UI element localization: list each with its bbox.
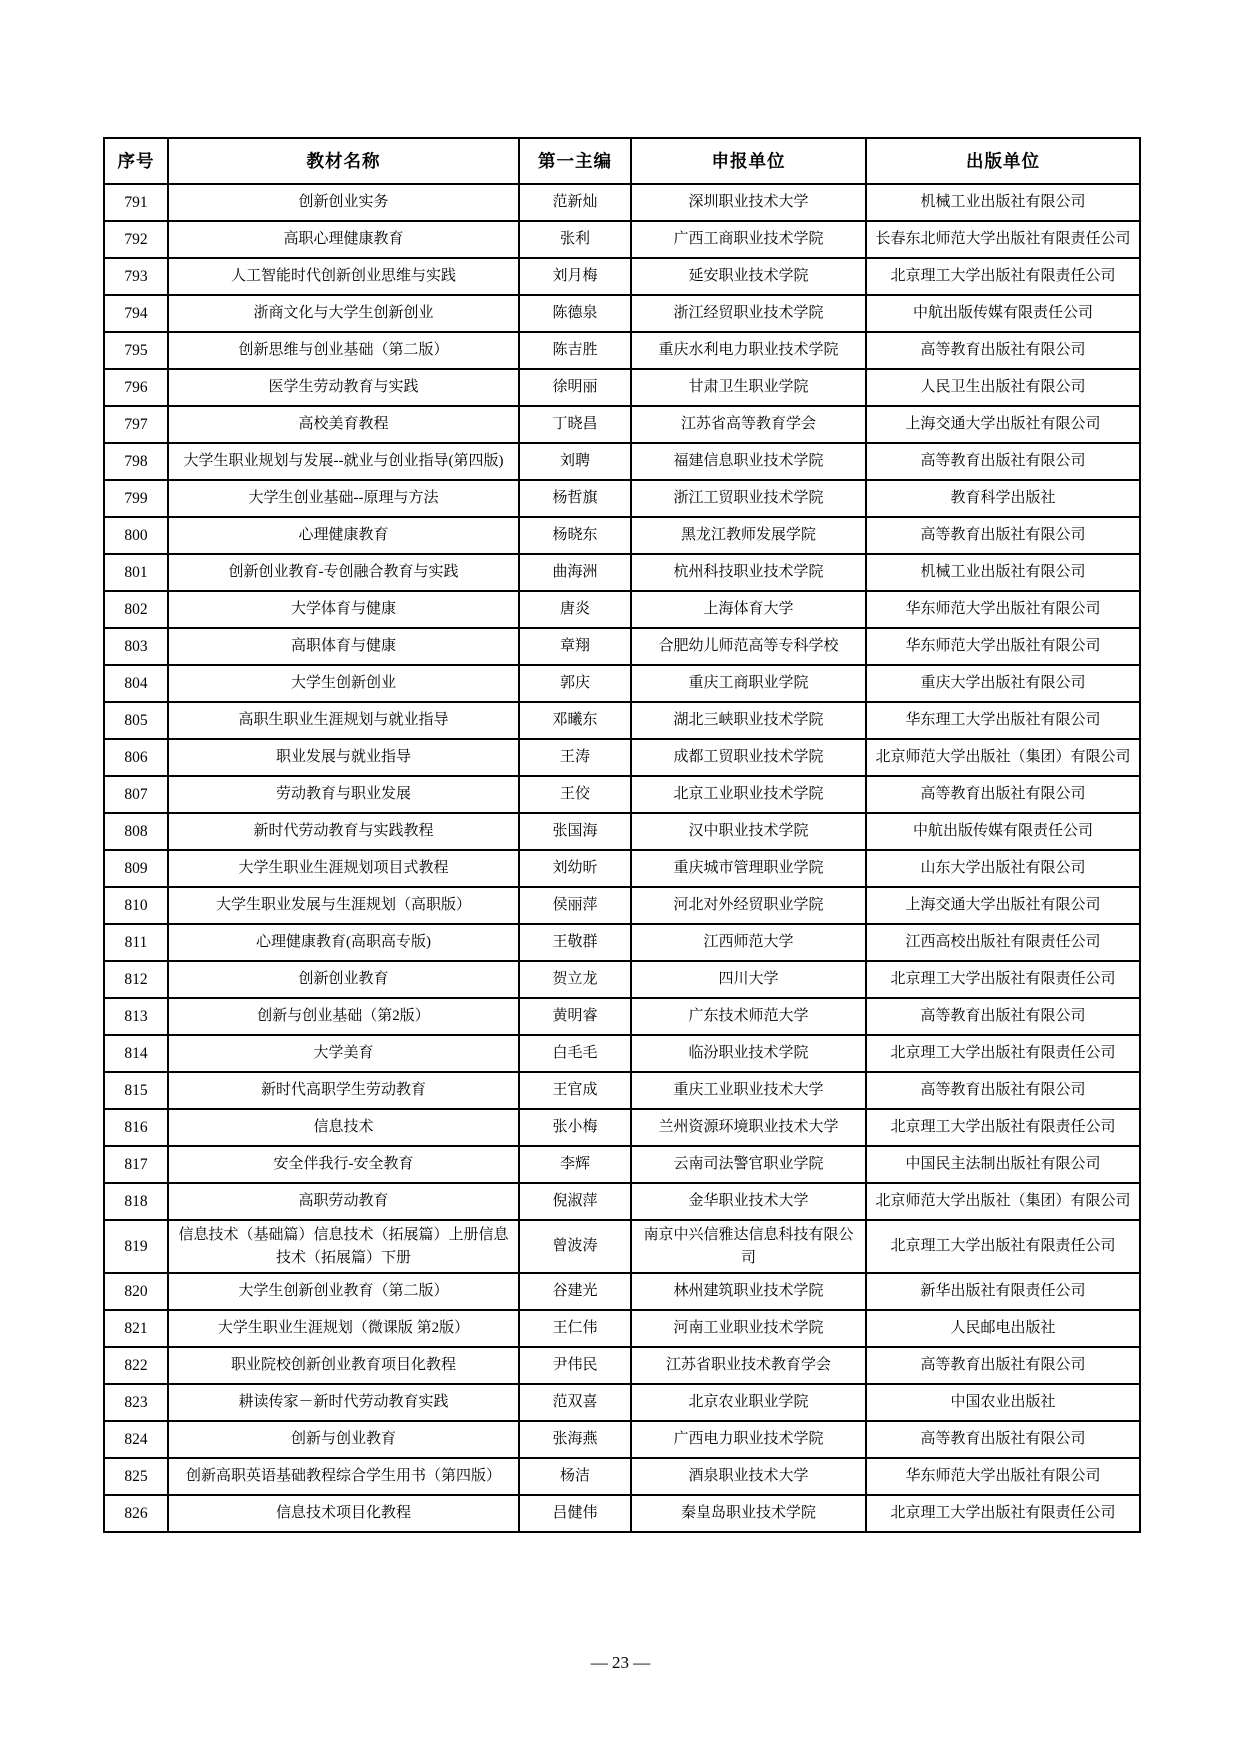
cell-editor: 王涛 (519, 739, 631, 776)
cell-no: 791 (104, 184, 168, 221)
column-header-publisher: 出版单位 (866, 138, 1140, 184)
cell-no: 819 (104, 1220, 168, 1273)
table-row (104, 1035, 1140, 1072)
table-row (104, 1183, 1140, 1220)
cell-title: 信息技术 (168, 1109, 519, 1146)
cell-editor: 侯丽萍 (519, 887, 631, 924)
cell-no: 807 (104, 776, 168, 813)
cell-title: 大学生创新创业教育（第二版） (168, 1273, 519, 1310)
cell-editor: 王仁伟 (519, 1310, 631, 1347)
cell-editor: 李辉 (519, 1146, 631, 1183)
table-row (104, 1273, 1140, 1310)
cell-org: 北京农业职业学院 (631, 1384, 866, 1421)
cell-org: 酒泉职业技术大学 (631, 1458, 866, 1495)
cell-editor: 张国海 (519, 813, 631, 850)
cell-editor: 曲海洲 (519, 554, 631, 591)
cell-publisher: 上海交通大学出版社有限公司 (866, 887, 1140, 924)
cell-editor: 刘幼昕 (519, 850, 631, 887)
cell-editor: 唐炎 (519, 591, 631, 628)
cell-org: 广东技术师范大学 (631, 998, 866, 1035)
cell-title: 大学生职业生涯规划项目式教程 (168, 850, 519, 887)
cell-no: 796 (104, 369, 168, 406)
table-row (104, 1458, 1140, 1495)
cell-no: 818 (104, 1183, 168, 1220)
cell-org: 南京中兴信雅达信息科技有限公司 (631, 1220, 866, 1273)
page-number: — 23 — (590, 1653, 651, 1672)
cell-editor: 吕健伟 (519, 1495, 631, 1532)
cell-no: 801 (104, 554, 168, 591)
cell-title: 新时代高职学生劳动教育 (168, 1072, 519, 1109)
table-row (104, 1146, 1140, 1183)
table-row (104, 332, 1140, 369)
cell-publisher: 中国农业出版社 (866, 1384, 1140, 1421)
table-row (104, 1310, 1140, 1347)
cell-editor: 范新灿 (519, 184, 631, 221)
cell-title: 创新与创业教育 (168, 1421, 519, 1458)
cell-publisher: 高等教育出版社有限公司 (866, 1347, 1140, 1384)
cell-editor: 丁晓昌 (519, 406, 631, 443)
cell-publisher: 上海交通大学出版社有限公司 (866, 406, 1140, 443)
cell-title: 浙商文化与大学生创新创业 (168, 295, 519, 332)
cell-org: 重庆水利电力职业技术学院 (631, 332, 866, 369)
cell-editor: 白毛毛 (519, 1035, 631, 1072)
cell-publisher: 北京理工大学出版社有限责任公司 (866, 1220, 1140, 1273)
cell-no: 814 (104, 1035, 168, 1072)
table-row (104, 480, 1140, 517)
column-header-editor: 第一主编 (519, 138, 631, 184)
cell-org: 浙江工贸职业技术学院 (631, 480, 866, 517)
cell-editor: 尹伟民 (519, 1347, 631, 1384)
cell-no: 821 (104, 1310, 168, 1347)
cell-no: 822 (104, 1347, 168, 1384)
table-row (104, 628, 1140, 665)
cell-no: 792 (104, 221, 168, 258)
table-row (104, 776, 1140, 813)
cell-no: 825 (104, 1458, 168, 1495)
cell-publisher: 高等教育出版社有限公司 (866, 1421, 1140, 1458)
cell-title: 信息技术项目化教程 (168, 1495, 519, 1532)
table-row (104, 1347, 1140, 1384)
cell-title: 创新高职英语基础教程综合学生用书（第四版） (168, 1458, 519, 1495)
cell-publisher: 华东师范大学出版社有限公司 (866, 591, 1140, 628)
cell-publisher: 中航出版传媒有限责任公司 (866, 813, 1140, 850)
cell-org: 甘肃卫生职业学院 (631, 369, 866, 406)
cell-editor: 徐明丽 (519, 369, 631, 406)
cell-org: 云南司法警官职业学院 (631, 1146, 866, 1183)
cell-title: 创新创业教育-专创融合教育与实践 (168, 554, 519, 591)
cell-editor: 王官成 (519, 1072, 631, 1109)
cell-title: 高职生职业生涯规划与就业指导 (168, 702, 519, 739)
cell-publisher: 机械工业出版社有限公司 (866, 554, 1140, 591)
cell-org: 林州建筑职业技术学院 (631, 1273, 866, 1310)
cell-editor: 陈德泉 (519, 295, 631, 332)
cell-publisher: 高等教育出版社有限公司 (866, 1072, 1140, 1109)
cell-title: 大学生创新创业 (168, 665, 519, 702)
cell-no: 799 (104, 480, 168, 517)
cell-editor: 杨洁 (519, 1458, 631, 1495)
cell-title: 安全伴我行-安全教育 (168, 1146, 519, 1183)
cell-publisher: 教育科学出版社 (866, 480, 1140, 517)
cell-no: 824 (104, 1421, 168, 1458)
cell-no: 805 (104, 702, 168, 739)
cell-no: 810 (104, 887, 168, 924)
cell-publisher: 华东师范大学出版社有限公司 (866, 628, 1140, 665)
cell-org: 杭州科技职业技术学院 (631, 554, 866, 591)
cell-no: 803 (104, 628, 168, 665)
cell-title: 医学生劳动教育与实践 (168, 369, 519, 406)
cell-no: 797 (104, 406, 168, 443)
cell-editor: 邓曦东 (519, 702, 631, 739)
table-row (104, 1220, 1140, 1273)
table-row (104, 813, 1140, 850)
cell-title: 高职心理健康教育 (168, 221, 519, 258)
table-row (104, 961, 1140, 998)
cell-publisher: 江西高校出版社有限责任公司 (866, 924, 1140, 961)
cell-title: 创新创业教育 (168, 961, 519, 998)
cell-title: 创新创业实务 (168, 184, 519, 221)
column-header-org: 申报单位 (631, 138, 866, 184)
table-row (104, 443, 1140, 480)
cell-no: 815 (104, 1072, 168, 1109)
cell-editor: 杨哲旗 (519, 480, 631, 517)
cell-org: 湖北三峡职业技术学院 (631, 702, 866, 739)
table-row (104, 924, 1140, 961)
cell-publisher: 新华出版社有限责任公司 (866, 1273, 1140, 1310)
cell-no: 826 (104, 1495, 168, 1532)
cell-org: 重庆工业职业技术大学 (631, 1072, 866, 1109)
cell-title: 职业发展与就业指导 (168, 739, 519, 776)
table-row (104, 1109, 1140, 1146)
cell-org: 成都工贸职业技术学院 (631, 739, 866, 776)
cell-org: 江苏省高等教育学会 (631, 406, 866, 443)
table-row (104, 258, 1140, 295)
cell-title: 大学生职业规划与发展--就业与创业指导(第四版) (168, 443, 519, 480)
cell-title: 大学生职业生涯规划（微课版 第2版） (168, 1310, 519, 1347)
cell-title: 高校美育教程 (168, 406, 519, 443)
table-row (104, 591, 1140, 628)
cell-no: 811 (104, 924, 168, 961)
cell-editor: 张海燕 (519, 1421, 631, 1458)
cell-title: 高职体育与健康 (168, 628, 519, 665)
cell-org: 临汾职业技术学院 (631, 1035, 866, 1072)
cell-org: 秦皇岛职业技术学院 (631, 1495, 866, 1532)
cell-no: 820 (104, 1273, 168, 1310)
table-row (104, 702, 1140, 739)
table-row (104, 517, 1140, 554)
cell-publisher: 人民邮电出版社 (866, 1310, 1140, 1347)
cell-org: 重庆工商职业学院 (631, 665, 866, 702)
cell-org: 江西师范大学 (631, 924, 866, 961)
cell-no: 798 (104, 443, 168, 480)
cell-title: 大学生职业发展与生涯规划（高职版） (168, 887, 519, 924)
cell-no: 813 (104, 998, 168, 1035)
column-header-no: 序号 (104, 138, 168, 184)
table-row (104, 1421, 1140, 1458)
cell-org: 广西电力职业技术学院 (631, 1421, 866, 1458)
table-row (104, 1072, 1140, 1109)
cell-org: 延安职业技术学院 (631, 258, 866, 295)
cell-publisher: 北京理工大学出版社有限责任公司 (866, 961, 1140, 998)
cell-no: 817 (104, 1146, 168, 1183)
cell-publisher: 长春东北师范大学出版社有限责任公司 (866, 221, 1140, 258)
cell-editor: 刘聘 (519, 443, 631, 480)
cell-no: 802 (104, 591, 168, 628)
table-row (104, 887, 1140, 924)
cell-title: 心理健康教育(高职高专版) (168, 924, 519, 961)
cell-no: 808 (104, 813, 168, 850)
cell-org: 江苏省职业技术教育学会 (631, 1347, 866, 1384)
cell-publisher: 北京师范大学出版社（集团）有限公司 (866, 1183, 1140, 1220)
cell-no: 823 (104, 1384, 168, 1421)
cell-org: 深圳职业技术大学 (631, 184, 866, 221)
cell-title: 信息技术（基础篇）信息技术（拓展篇）上册信息技术（拓展篇）下册 (168, 1220, 519, 1273)
cell-publisher: 北京理工大学出版社有限责任公司 (866, 258, 1140, 295)
cell-publisher: 高等教育出版社有限公司 (866, 998, 1140, 1035)
cell-org: 北京工业职业技术学院 (631, 776, 866, 813)
cell-no: 809 (104, 850, 168, 887)
cell-no: 816 (104, 1109, 168, 1146)
cell-editor: 张利 (519, 221, 631, 258)
table-row (104, 665, 1140, 702)
cell-editor: 谷建光 (519, 1273, 631, 1310)
cell-publisher: 北京理工大学出版社有限责任公司 (866, 1035, 1140, 1072)
cell-title: 大学生创业基础--原理与方法 (168, 480, 519, 517)
cell-editor: 张小梅 (519, 1109, 631, 1146)
cell-publisher: 华东理工大学出版社有限公司 (866, 702, 1140, 739)
cell-org: 浙江经贸职业技术学院 (631, 295, 866, 332)
cell-publisher: 重庆大学出版社有限公司 (866, 665, 1140, 702)
cell-org: 上海体育大学 (631, 591, 866, 628)
cell-title: 劳动教育与职业发展 (168, 776, 519, 813)
cell-title: 人工智能时代创新创业思维与实践 (168, 258, 519, 295)
cell-editor: 郭庆 (519, 665, 631, 702)
cell-publisher: 高等教育出版社有限公司 (866, 776, 1140, 813)
cell-editor: 陈吉胜 (519, 332, 631, 369)
cell-no: 806 (104, 739, 168, 776)
cell-editor: 王佼 (519, 776, 631, 813)
cell-publisher: 中国民主法制出版社有限公司 (866, 1146, 1140, 1183)
cell-title: 耕读传家－新时代劳动教育实践 (168, 1384, 519, 1421)
cell-title: 职业院校创新创业教育项目化教程 (168, 1347, 519, 1384)
cell-org: 汉中职业技术学院 (631, 813, 866, 850)
cell-publisher: 高等教育出版社有限公司 (866, 332, 1140, 369)
cell-title: 创新与创业基础（第2版） (168, 998, 519, 1035)
table-row (104, 554, 1140, 591)
table-row (104, 406, 1140, 443)
table-row (104, 221, 1140, 258)
cell-editor: 范双喜 (519, 1384, 631, 1421)
table-row (104, 295, 1140, 332)
table-row (104, 369, 1140, 406)
cell-org: 兰州资源环境职业技术大学 (631, 1109, 866, 1146)
cell-publisher: 北京师范大学出版社（集团）有限公司 (866, 739, 1140, 776)
cell-publisher: 高等教育出版社有限公司 (866, 517, 1140, 554)
cell-no: 804 (104, 665, 168, 702)
cell-org: 黑龙江教师发展学院 (631, 517, 866, 554)
cell-title: 心理健康教育 (168, 517, 519, 554)
table-row (104, 998, 1140, 1035)
cell-title: 创新思维与创业基础（第二版） (168, 332, 519, 369)
cell-org: 福建信息职业技术学院 (631, 443, 866, 480)
cell-editor: 章翔 (519, 628, 631, 665)
cell-publisher: 北京理工大学出版社有限责任公司 (866, 1109, 1140, 1146)
cell-editor: 王敬群 (519, 924, 631, 961)
column-header-title: 教材名称 (168, 138, 519, 184)
cell-publisher: 中航出版传媒有限责任公司 (866, 295, 1140, 332)
cell-editor: 杨晓东 (519, 517, 631, 554)
cell-editor: 刘月梅 (519, 258, 631, 295)
table-row (104, 850, 1140, 887)
cell-org: 合肥幼儿师范高等专科学校 (631, 628, 866, 665)
cell-publisher: 机械工业出版社有限公司 (866, 184, 1140, 221)
cell-no: 800 (104, 517, 168, 554)
cell-publisher: 高等教育出版社有限公司 (866, 443, 1140, 480)
table-row (104, 1495, 1140, 1532)
cell-editor: 倪淑萍 (519, 1183, 631, 1220)
cell-no: 794 (104, 295, 168, 332)
cell-publisher: 华东师范大学出版社有限公司 (866, 1458, 1140, 1495)
cell-publisher: 山东大学出版社有限公司 (866, 850, 1140, 887)
cell-no: 793 (104, 258, 168, 295)
cell-no: 812 (104, 961, 168, 998)
table-row (104, 739, 1140, 776)
textbook-table (103, 137, 1141, 1533)
cell-org: 河北对外经贸职业学院 (631, 887, 866, 924)
cell-title: 高职劳动教育 (168, 1183, 519, 1220)
cell-org: 四川大学 (631, 961, 866, 998)
table-row (104, 184, 1140, 221)
cell-editor: 黄明睿 (519, 998, 631, 1035)
cell-title: 大学美育 (168, 1035, 519, 1072)
cell-publisher: 北京理工大学出版社有限责任公司 (866, 1495, 1140, 1532)
table-header-row (104, 138, 1140, 184)
cell-editor: 贺立龙 (519, 961, 631, 998)
cell-org: 河南工业职业技术学院 (631, 1310, 866, 1347)
cell-org: 金华职业技术大学 (631, 1183, 866, 1220)
cell-no: 795 (104, 332, 168, 369)
cell-editor: 曾波涛 (519, 1220, 631, 1273)
table-row (104, 1384, 1140, 1421)
cell-title: 大学体育与健康 (168, 591, 519, 628)
cell-org: 重庆城市管理职业学院 (631, 850, 866, 887)
cell-title: 新时代劳动教育与实践教程 (168, 813, 519, 850)
cell-publisher: 人民卫生出版社有限公司 (866, 369, 1140, 406)
cell-org: 广西工商职业技术学院 (631, 221, 866, 258)
